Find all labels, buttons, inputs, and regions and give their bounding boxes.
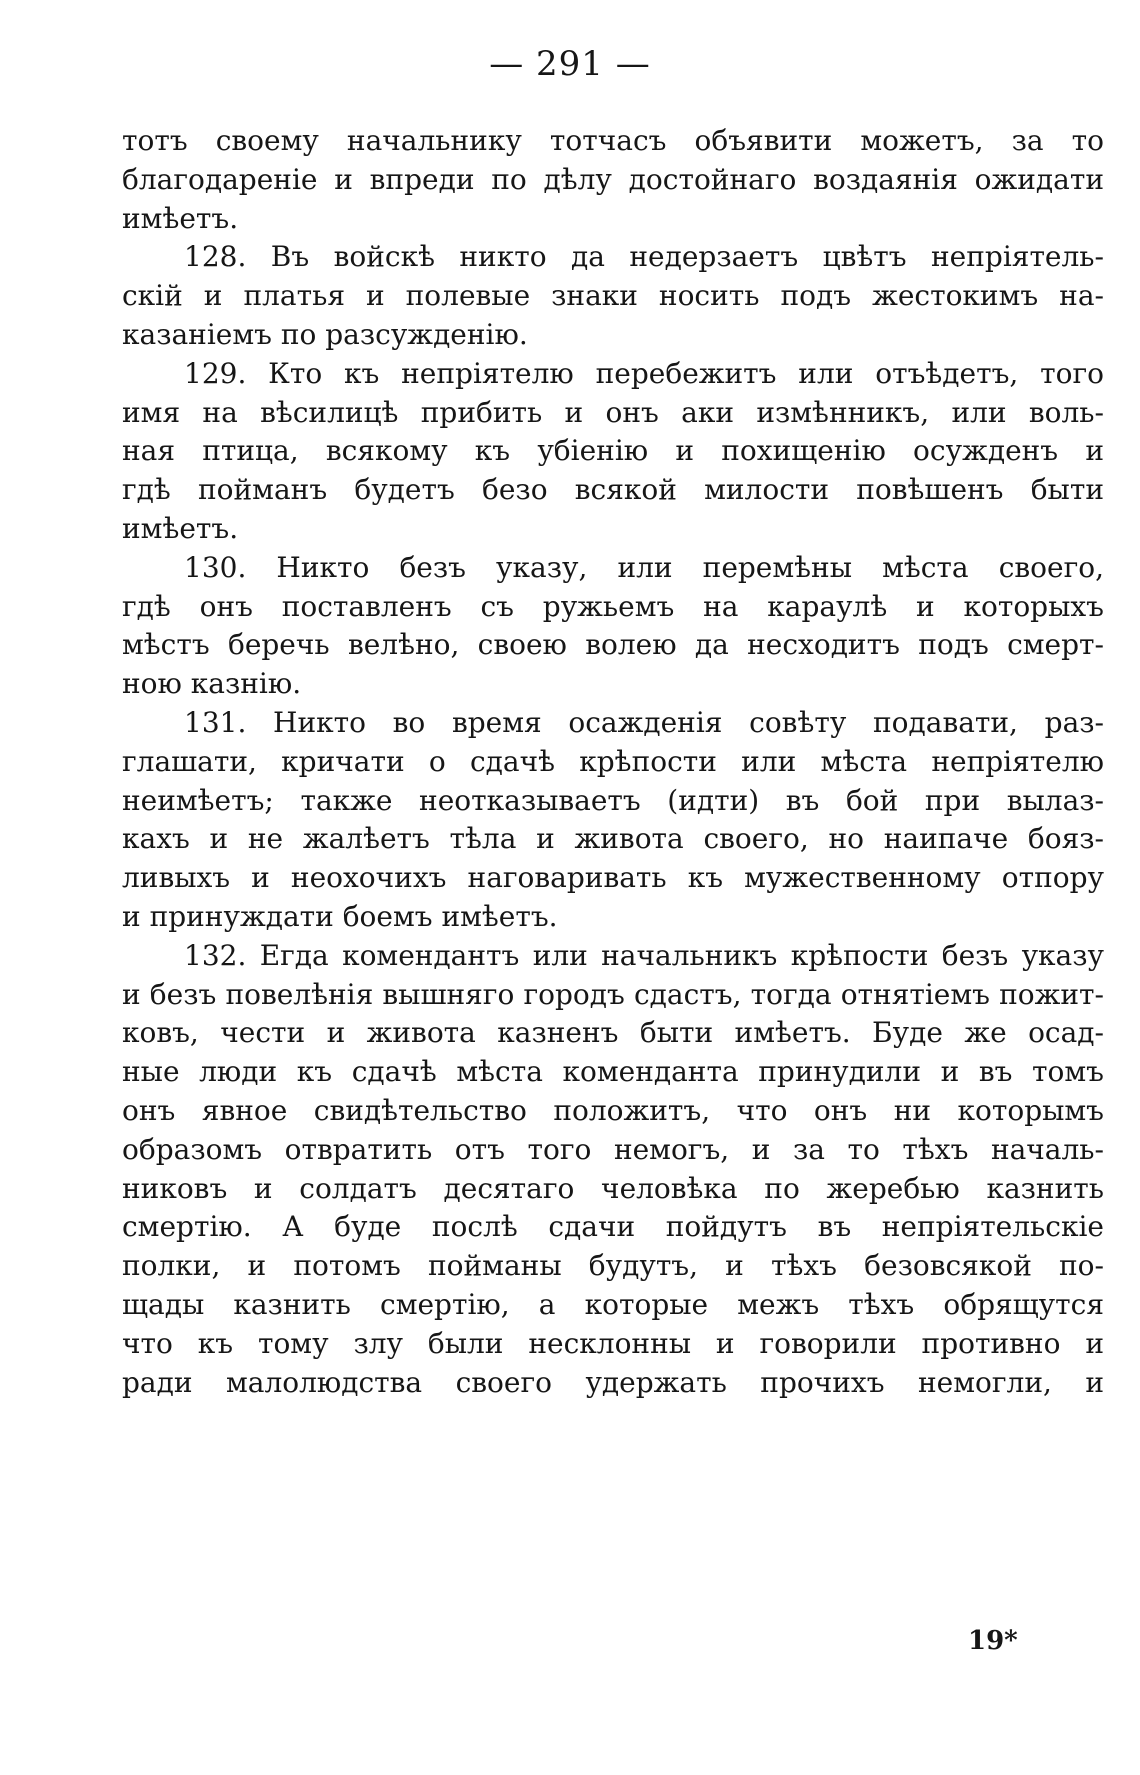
text-line: имѣетъ. xyxy=(122,201,239,235)
text-line: имѣетъ. xyxy=(122,511,239,545)
text-line: ради малолюдства своего удержать прочихъ немогли, и xyxy=(122,1365,1104,1399)
text-line: гдѣ онъ поставленъ съ ружьемъ на караулѣ и которыхъ xyxy=(122,589,1104,623)
body-text xyxy=(122,122,1104,1402)
text-line: ковъ, чести и живота казненъ быти имѣетъ. Буде же осад- xyxy=(122,1016,1104,1050)
text-line: образомъ отвратить отъ того немогъ, и за то тѣхъ началь- xyxy=(122,1132,1104,1166)
text-line: и принуждати боемъ имѣетъ. xyxy=(122,899,558,933)
text-line: что къ тому злу были несклонны и говорили противно и xyxy=(122,1326,1104,1360)
text-line: смертію. А буде послѣ сдачи пойдутъ въ непріятельскіе xyxy=(122,1210,1104,1244)
text-line: кахъ и не жалѣетъ тѣла и живота своего, но наипаче бояз- xyxy=(122,822,1104,856)
text-line: ною казнію. xyxy=(122,667,302,701)
text-line: и безъ повелѣнія вышняго городъ сдастъ, тогда отнятіемъ пожит- xyxy=(122,977,1104,1011)
text-line: имя на вѣсилицѣ прибить и онъ аки измѣнникъ, или воль- xyxy=(122,395,1104,429)
text-line: глашати, кричати о сдачѣ крѣпости или мѣста непріятелю xyxy=(122,744,1104,778)
text-line: ная птица, всякому къ убіенію и похищенію осужденъ и xyxy=(122,434,1104,468)
text-line: ливыхъ и неохочихъ наговаривать къ мужественному отпору xyxy=(122,861,1104,895)
text-line: тотъ своему начальнику тотчасъ объявити можетъ, за то xyxy=(122,124,1104,157)
text-line: 132. Егда комендантъ или начальникъ крѣпости безъ указу xyxy=(184,938,1104,972)
printer-signature-mark: 19* xyxy=(968,1626,1018,1656)
text-line: щады казнить смертію, а которые межъ тѣхъ обрящутся xyxy=(122,1287,1104,1321)
text-line: 129. Кто къ непріятелю перебежитъ или отъѣдетъ, того xyxy=(184,356,1104,390)
text-line: 130. Никто безъ указу, или перемѣны мѣста своего, xyxy=(184,550,1104,584)
text-line: полки, и потомъ пойманы будутъ, и тѣхъ безовсякой по- xyxy=(122,1249,1104,1283)
text-line: ные люди къ сдачѣ мѣста коменданта принудили и въ томъ xyxy=(122,1055,1104,1089)
text-line: гдѣ пойманъ будетъ безо всякой милости повѣшенъ быти xyxy=(122,473,1104,507)
text-line: никовъ и солдатъ десятаго человѣка по жеребью казнить xyxy=(122,1171,1104,1205)
text-line: онъ явное свидѣтельство положитъ, что онъ ни которымъ xyxy=(122,1093,1104,1127)
text-line: мѣстъ беречь велѣно, своею волею да несходитъ подъ смерт- xyxy=(122,628,1104,662)
text-line: казаніемъ по разсужденію. xyxy=(122,317,528,351)
text-line: 131. Никто во время осажденія совѣту подавати, раз- xyxy=(184,705,1104,739)
text-line: 128. Въ войскѣ никто да недерзаетъ цвѣтъ непріятель- xyxy=(184,240,1104,274)
page-number: — 291 — xyxy=(489,44,651,84)
text-line: скій и платья и полевые знаки носить подъ жестокимъ на- xyxy=(122,279,1104,313)
text-line: благодареніе и впреди по дѣлу достойнаго воздаянія ожидати xyxy=(122,162,1104,196)
text-line: неимѣетъ; также неотказываетъ (идти) въ бой при вылаз- xyxy=(122,783,1104,817)
